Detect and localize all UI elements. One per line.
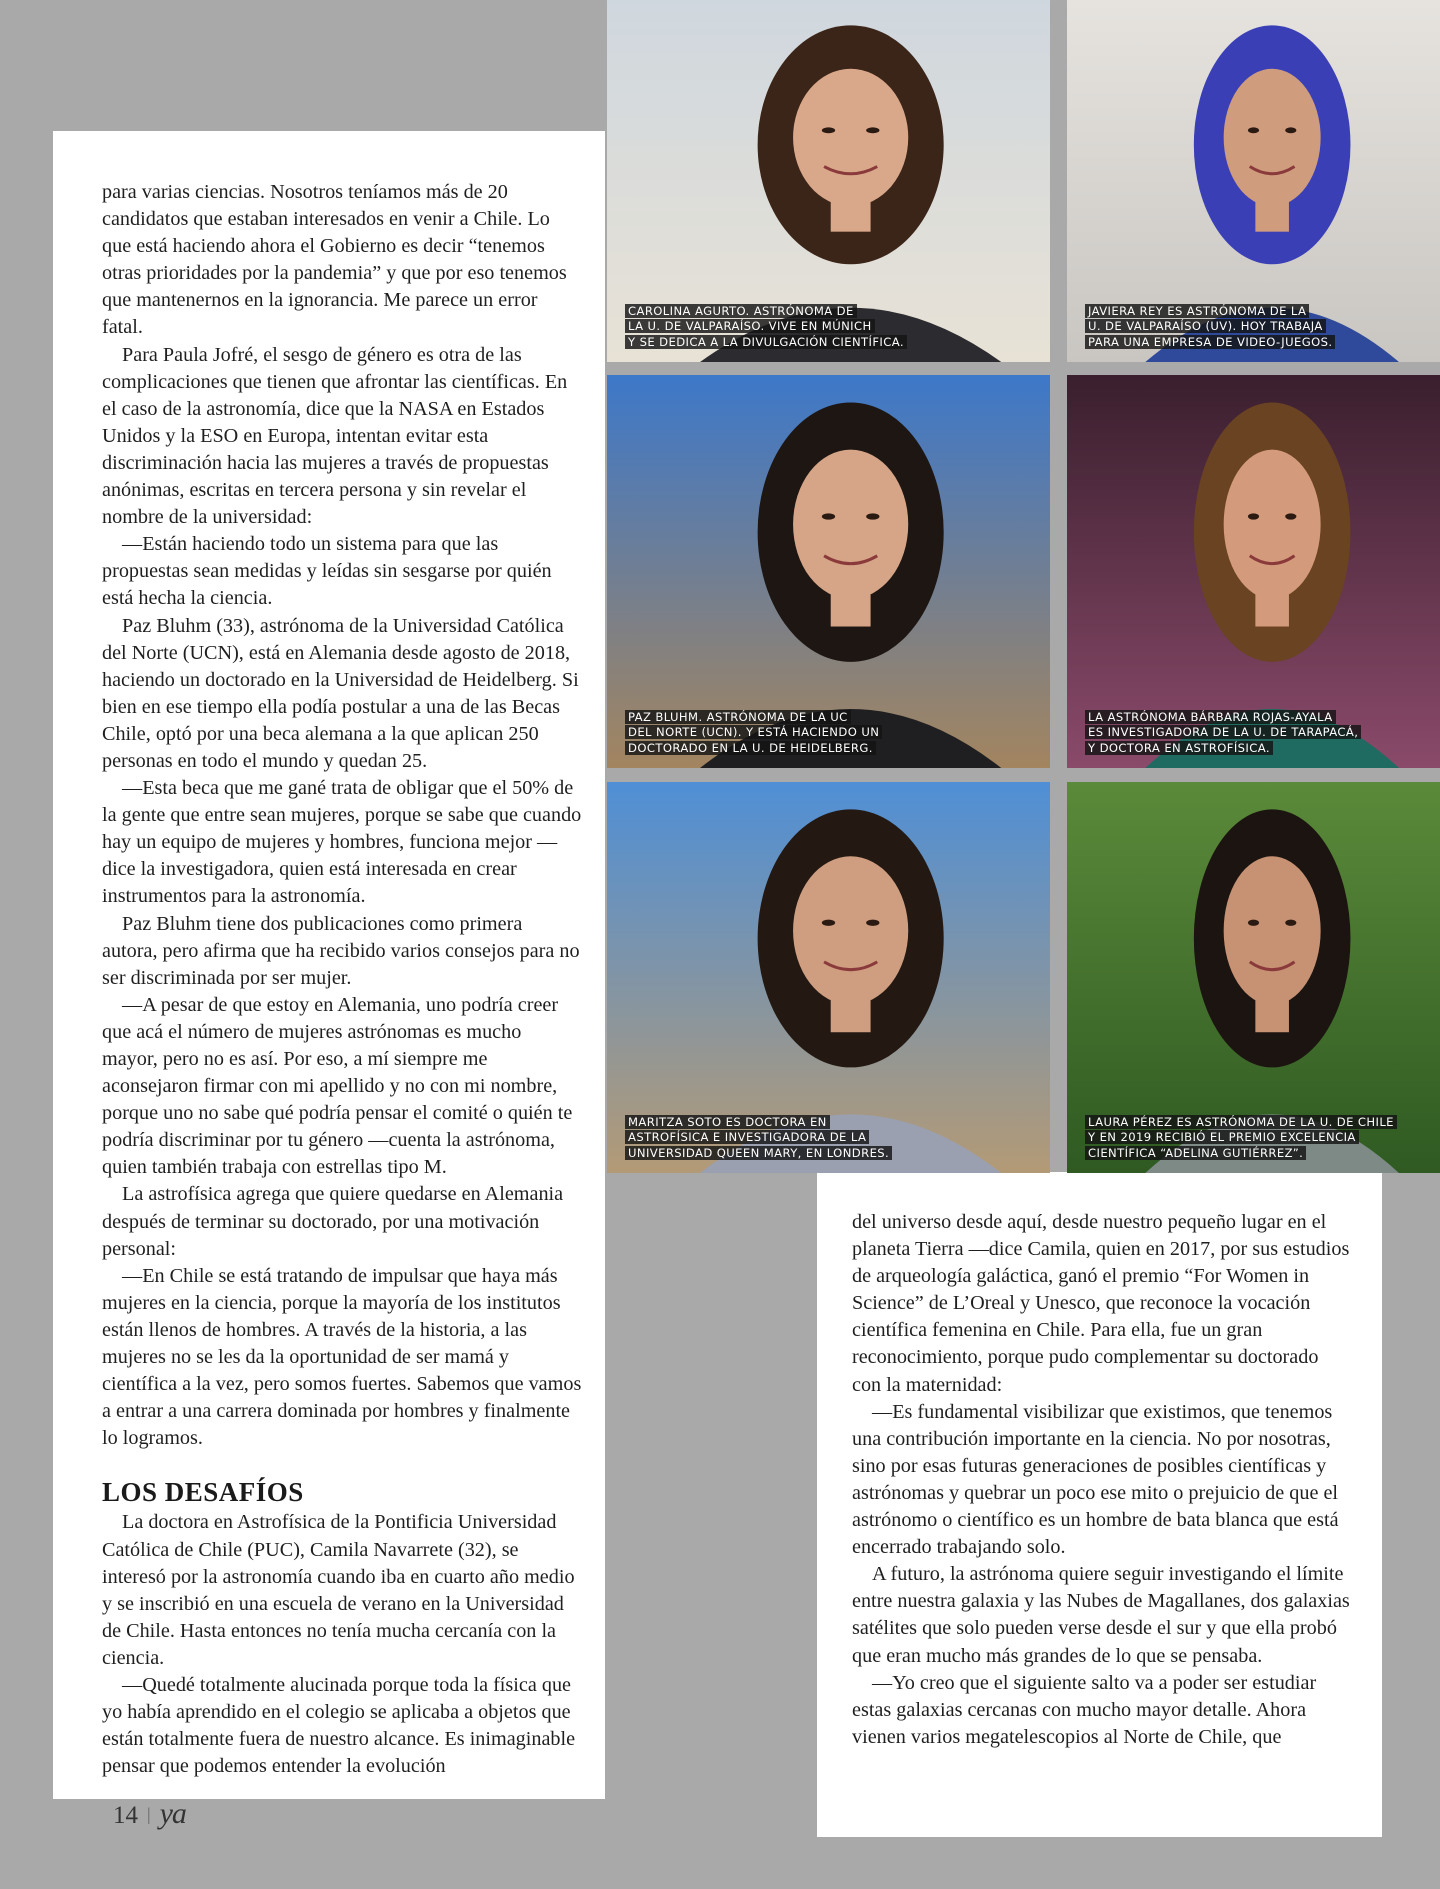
portrait-shape: [1224, 450, 1321, 599]
portrait-shape: [822, 127, 835, 133]
article-left-column: [102, 179, 582, 1780]
photo-laura-perez: [1067, 782, 1440, 1173]
caption-line: Y DOCTORA EN ASTROFÍSICA.: [1085, 741, 1273, 755]
paragraph: Paz Bluhm tiene dos publicaciones como primera autora, pero afirma que ha recibido varios consejos para no ser discriminada por ser mujer.: [102, 912, 580, 989]
article-right-column: [852, 1209, 1352, 1751]
portrait-shape: [1224, 856, 1321, 1005]
caption-line: ES INVESTIGADORA DE LA U. DE TARAPACÁ,: [1085, 725, 1361, 739]
photo-caption: [1085, 1115, 1397, 1162]
photo-caption: [1085, 710, 1361, 757]
caption-line: LA U. DE VALPARAÍSO. VIVE EN MÚNICH: [625, 319, 875, 333]
portrait-shape: [1248, 920, 1259, 926]
portrait-shape: [1285, 513, 1296, 519]
portrait-shape: [1224, 69, 1321, 207]
paragraph: Para Paula Jofré, el sesgo de género es otra de las complicaciones que tienen que afrontar las científicas. En el caso de la astronomía, dice que la NASA en Estados Unidos y la ESO en Europa, intentan evitar esta discriminación hacia las mujeres a través de propuestas anónimas, escritas en tercera persona y sin revelar el nombre de la universidad:: [102, 343, 568, 529]
photo-caption: [625, 1115, 892, 1162]
photo-paz-bluhm: [607, 375, 1050, 768]
paragraph: —Quedé totalmente alucinada porque toda la física que yo había aprendido en el colegio se aplicaba a objetos que están totalmente fuera de nuestro alcance. Es inimaginable pensar que podemos entender la evolución: [102, 1673, 576, 1778]
paragraph: para varias ciencias. Nosotros teníamos más de 20 candidatos que estaban interesados en venir a Chile. Lo que está haciendo ahora el Gobierno es decir “tenemos otras prioridades por la pandemia” y que por eso tenemos que mantenernos en la ignorancia. Me parece un error fatal.: [102, 181, 567, 339]
caption-line: PAZ BLUHM. ASTRÓNOMA DE LA UC: [625, 710, 851, 724]
photo-maritza-soto: [607, 782, 1050, 1173]
portrait-shape: [793, 450, 908, 599]
photo-caption: [625, 304, 907, 351]
paragraph: La astrofísica agrega que quiere quedarse en Alemania después de terminar su doctorado, por una motivación personal:: [102, 1183, 564, 1260]
paragraph: A futuro, la astrónoma quiere seguir investigando el límite entre nuestra galaxia y las Nubes de Magallanes, dos galaxias satélites que solo pueden verse desde el sur y que ella probó que eran mucho más grandes de lo que se pensaba.: [852, 1563, 1350, 1667]
photo-javiera-rey: [1067, 0, 1440, 362]
caption-line: Y EN 2019 RECIBIÓ EL PREMIO EXCELENCIA: [1085, 1130, 1359, 1144]
paragraph: —Es fundamental visibilizar que existimos, que tenemos una contribución importante en la ciencia. No por nosotras, sino por esas futuras generaciones de posibles científicas y astrónomas y quebrar un poco ese mito o prejuicio de que el astrónomo o científico es un hombre de bata blanca que está encerrado trabajando solo.: [852, 1400, 1339, 1559]
caption-line: U. DE VALPARAÍSO (UV). HOY TRABAJA: [1085, 319, 1326, 333]
caption-line: LA ASTRÓNOMA BÁRBARA ROJAS-AYALA: [1085, 710, 1336, 724]
paragraph: La doctora en Astrofísica de la Pontificia Universidad Católica de Chile (PUC), Camila Navarrete (32), se interesó por la astronomía cuando iba en cuarto año medio y se inscribió en una escuela de verano en la Universidad de Chile. Hasta entonces no tenía mucha cercanía con la ciencia.: [102, 1511, 575, 1669]
photo-barbara-rojas-ayala: [1067, 375, 1440, 768]
portrait-shape: [793, 856, 908, 1005]
paragraph: Paz Bluhm (33), astrónoma de la Universidad Católica del Norte (UCN), está en Alemania desde agosto de 2018, haciendo un doctorado en la Universidad de Heidelberg. Si bien en ese tiempo ella podía postular a una de las Becas Chile, optó por una beca alemana a la que aplican 250 personas en todo el mundo y quedan 25.: [102, 614, 579, 772]
section-heading: LOS DESAFÍOS: [102, 1477, 304, 1508]
photo-carolina-agurto: [607, 0, 1050, 362]
page-number: 14: [113, 1802, 138, 1829]
portrait-shape: [1248, 127, 1259, 133]
portrait-shape: [1248, 513, 1259, 519]
caption-line: ASTROFÍSICA E INVESTIGADORA DE LA: [625, 1130, 869, 1144]
caption-line: DOCTORADO EN LA U. DE HEIDELBERG.: [625, 741, 876, 755]
caption-line: DEL NORTE (UCN). Y ESTÁ HACIENDO UN: [625, 725, 882, 739]
caption-line: CIENTÍFICA “ADELINA GUTIÉRREZ”.: [1085, 1146, 1306, 1160]
photo-caption: [1085, 304, 1335, 351]
paragraph: —Esta beca que me gané trata de obligar que el 50% de la gente que entre sean mujeres, porque se sabe que cuando hay un equipo de mujeres y hombres, funciona mejor —dice la investigadora, quien está interesada en crear instrumentos para la astronomía.: [102, 777, 582, 908]
caption-line: UNIVERSIDAD QUEEN MARY, EN LONDRES.: [625, 1146, 892, 1160]
caption-line: Y SE DEDICA A LA DIVULGACIÓN CIENTÍFICA.: [625, 335, 907, 349]
portrait-shape: [1285, 920, 1296, 926]
paragraph: —Yo creo que el siguiente salto va a poder ser estudiar estas galaxias cercanas con mucho mayor detalle. Ahora vienen varios megatelescopios al Norte de Chile, que: [852, 1671, 1317, 1748]
portrait-shape: [866, 920, 879, 926]
caption-line: PARA UNA EMPRESA DE VIDEO-JUEGOS.: [1085, 335, 1335, 349]
portrait-shape: [822, 920, 835, 926]
caption-line: MARITZA SOTO ES DOCTORA EN: [625, 1115, 830, 1129]
caption-line: JAVIERA REY ES ASTRÓNOMA DE LA: [1085, 304, 1309, 318]
portrait-shape: [1285, 127, 1296, 133]
page-footer: [113, 1797, 186, 1831]
portrait-shape: [793, 69, 908, 207]
paragraph: —A pesar de que estoy en Alemania, uno podría creer que acá el número de mujeres astrónomas es mucho mayor, pero no es así. Por eso, a mí siempre me aconsejaron firmar con mi apellido y no con mi nombre, porque uno no sabe qué podría pensar el comité o quién te podría discriminar por tu género —cuenta la astrónoma, quien también trabaja con estrellas tipo M.: [102, 993, 573, 1179]
paragraph: —En Chile se está tratando de impulsar que haya más mujeres en la ciencia, porque la mayoría de los institutos están llenos de hombres. A través de la historia, a las mujeres no se les da la oportunidad de ser mamá y científica a la vez, pero somos fuertes. Sabemos que vamos a entrar a una carrera dominada por hombres y finalmente lo logramos.: [102, 1264, 582, 1450]
magazine-logo: ya: [159, 1797, 186, 1830]
paragraph: —Están haciendo todo un sistema para que las propuestas sean medidas y leídas sin sesgarse por quién está hecha la ciencia.: [102, 533, 552, 610]
paragraph: del universo desde aquí, desde nuestro pequeño lugar en el planeta Tierra —dice Camila, quien en 2017, por sus estudios de arqueología galáctica, ganó el premio “For Women in Science” de L’Oreal y Unesco, que reconoce la vocación científica femenina en Chile. Para ella, fue un gran reconocimiento, porque pudo complementar su doctorado con la maternidad:: [852, 1211, 1350, 1396]
photo-caption: [625, 710, 882, 757]
portrait-shape: [822, 513, 835, 519]
caption-line: LAURA PÉREZ ES ASTRÓNOMA DE LA U. DE CHILE: [1085, 1115, 1397, 1129]
footer-separator: |: [147, 1804, 151, 1824]
portrait-shape: [866, 513, 879, 519]
caption-line: CAROLINA AGURTO. ASTRÓNOMA DE: [625, 304, 857, 318]
portrait-shape: [866, 127, 879, 133]
